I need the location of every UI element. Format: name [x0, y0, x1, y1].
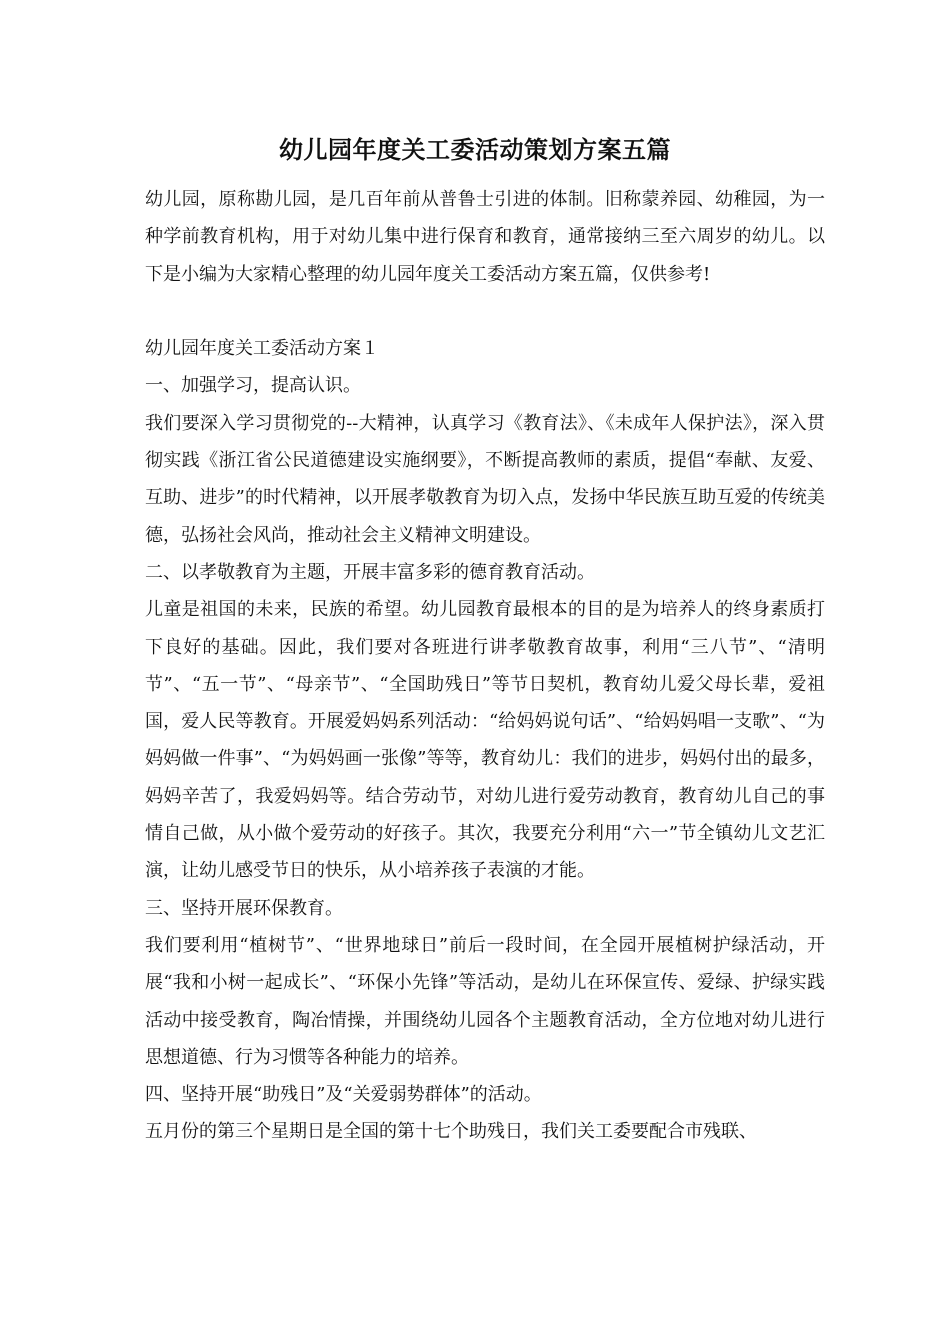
heading-item-4: 四、坚持开展“助残日”及“关爱弱势群体”的活动。: [145, 1084, 542, 1106]
intro-paragraph: 幼儿园，原称勘儿园，是几百年前从普鲁士引进的体制。旧称蒙养园、幼稚园，为一种学前教育机构，用于对幼儿集中进行保育和教育，通常接纳三至六周岁的幼儿。以下是小编为大家精心整理的幼儿园年度关工委活动方案五篇，仅供参考!: [145, 189, 825, 285]
section-heading: 幼儿园年度关工委活动方案１: [145, 338, 379, 360]
document-body: [145, 181, 825, 1151]
heading-item-2: 二、以孝敬教育为主题，开展丰富多彩的德育教育活动。: [145, 561, 595, 583]
paragraph-gap: [145, 293, 825, 330]
heading-item-3: 三、坚持开展环保教育。: [145, 897, 343, 919]
body-paragraph-4: 五月份的第三个星期日是全国的第十七个助残日，我们关工委要配合市残联、: [145, 1121, 757, 1143]
document-title: 幼儿园年度关工委活动策划方案五篇: [279, 136, 671, 164]
heading-item-1: 一、加强学习，提高认识。: [145, 375, 361, 397]
body-paragraph-1: 我们要深入学习贯彻党的--大精神，认真学习《教育法》、《未成年人保护法》，深入贯彻实践《浙江省公民道德建设实施纲要》，不断提高教师的素质，提倡“奉献、友爱、互助、进步”的时代精神，以开展孝敬教育为切入点，发扬中华民族互助互爱的传统美德，弘扬社会风尚，推动社会主义精神文明建设。: [145, 412, 825, 546]
body-paragraph-2: 儿童是祖国的未来，民族的希望。幼儿园教育最根本的目的是为培养人的终身素质打下良好的基础。因此，我们要对各班进行讲孝敬教育故事，利用“三八节”、“清明节”、“五一节”、“母亲节”、“全国助残日”等节日契机，教育幼儿爱父母长辈，爱祖国，爱人民等教育。开展爱妈妈系列活动：“给妈妈说句话”、“给妈妈唱一支歌”、“为妈妈做一件事”、“为妈妈画一张像”等等，教育幼儿：我们的进步，妈妈付出的最多，妈妈辛苦了，我爱妈妈等。结合劳动节，对幼儿进行爱劳动教育，教育幼儿自己的事情自己做，从小做个爱劳动的好孩子。其次，我要充分利用“六一”节全镇幼儿文艺汇演，让幼儿感受节日的快乐，从小培养孩子表演的才能。: [145, 599, 825, 882]
body-paragraph-3: 我们要利用“植树节”、“世界地球日”前后一段时间，在全园开展植树护绿活动，开展“我和小树一起成长”、“环保小先锋”等活动，是幼儿在环保宣传、爱绿、护绿实践活动中接受教育，陶冶情操，并围绕幼儿园各个主题教育活动，全方位地对幼儿进行思想道德、行为习惯等各种能力的培养。: [145, 934, 825, 1068]
